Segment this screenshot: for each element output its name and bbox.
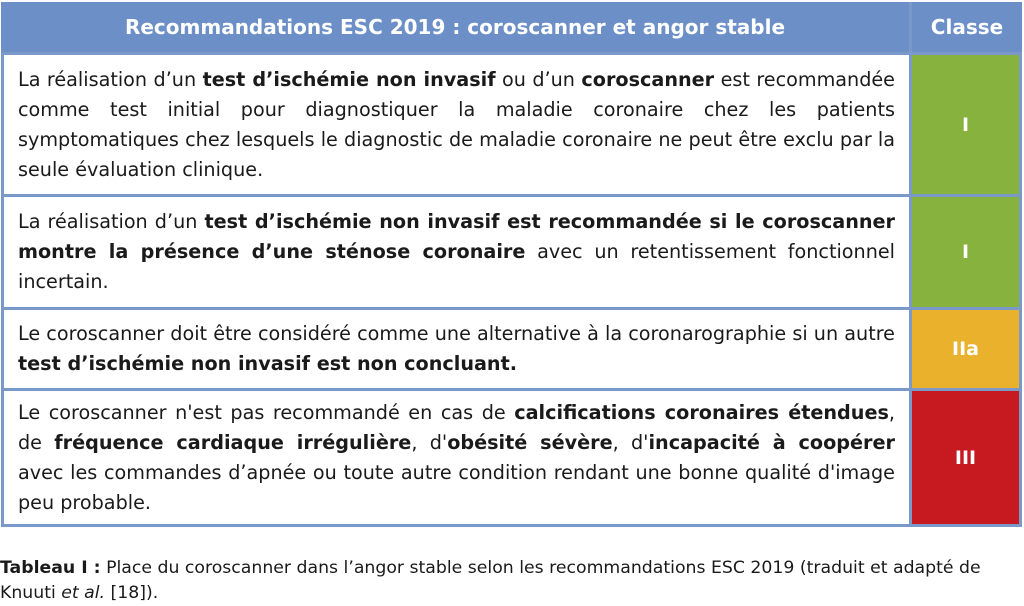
text-segment: avec un retentissement fonctionnel incertain.	[18, 240, 895, 293]
bold-segment: obésité sévère	[447, 430, 613, 454]
row-1-body	[18, 65, 895, 185]
table-header-title	[1, 2, 909, 52]
table-row-1-text	[4, 55, 909, 194]
caption-italic: et al.	[61, 583, 106, 603]
text-segment: Le coroscanner doit être considéré comme une alternative à la coronarographie si un autre	[18, 322, 895, 345]
header-title-text: Recommandations ESC 2019 : coroscanner et angor stable	[124, 15, 786, 39]
table-row-2-text	[4, 197, 909, 307]
table-header-classe	[912, 2, 1022, 52]
bold-segment: fréquence cardiaque irrégulière	[54, 430, 412, 454]
caption-text-after: [18]).	[105, 583, 159, 603]
classe-badge: III	[954, 446, 977, 469]
bold-segment: calcifications coronaires étendues	[514, 400, 889, 424]
text-segment: , d'	[612, 430, 649, 454]
row-4-body	[18, 398, 895, 518]
text-segment: avec les commandes d’apnée ou toute autre condition rendant une bonne qualité d'image peu probable.	[18, 460, 895, 514]
text-segment: La réalisation d’un	[18, 67, 203, 91]
text-segment: , d'	[411, 430, 448, 454]
text-segment: La réalisation d’un	[18, 210, 205, 233]
table-row-4-text	[4, 391, 909, 524]
row-3-body	[18, 319, 895, 379]
table-row-3-text	[4, 310, 909, 388]
classe-badge: IIa	[952, 338, 979, 360]
caption-text-before: Place du coroscanner dans l’angor stable selon les recommandations ESC 2019 (traduit et adapté de Knuuti	[0, 558, 981, 603]
recommendations-table	[1, 2, 1022, 527]
classe-badge: I	[961, 113, 970, 136]
table-row-2-classe	[912, 197, 1019, 307]
classe-badge: I	[961, 241, 970, 263]
caption-label: Tableau I :	[0, 558, 101, 578]
row-2-body	[18, 207, 895, 297]
bold-segment: test d’ischémie non invasif	[202, 67, 496, 91]
bold-segment: incapacité à coopérer	[648, 430, 895, 454]
bold-segment: test d’ischémie non invasif est non concluant.	[18, 352, 518, 375]
table-caption	[0, 556, 1024, 606]
table-row-1-classe	[912, 55, 1019, 194]
table-row-4-classe	[912, 391, 1019, 524]
bold-segment: test d’ischémie non invasif est recommandée si le coroscanner montre la présence d’une sténose coronaire	[18, 210, 896, 263]
bold-segment: coroscanner	[581, 67, 715, 91]
text-segment: Le coroscanner n'est pas recommandé en cas de	[18, 400, 515, 424]
text-segment: est recommandée comme test initial pour diagnostiquer la maladie coronaire chez les patients symptomatiques chez lesquels le diagnostic de maladie coronaire ne peut être exclu par la seule évaluation clinique.	[18, 67, 895, 181]
table-row-3-classe	[912, 310, 1019, 388]
text-segment: , de	[18, 400, 895, 454]
header-classe-text: Classe	[930, 15, 1004, 39]
text-segment: ou d’un	[495, 67, 582, 91]
